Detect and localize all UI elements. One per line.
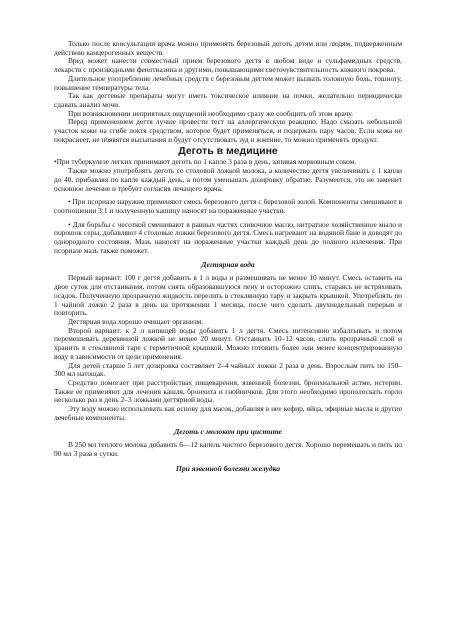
paragraph: Также можно употреблять деготь со столовой ложкой молока, а количество дегтя увеличивать с 1 капли до 40, прибавляя по капле каждый день, а потом уменьшать дозировку обратно. Разумеется, это не заменит основное лечение и требует согласия лечащего врача.: [54, 166, 402, 193]
paragraph: Вред может нанести совместный прием березового дегтя в любом виде и сульфамидных средств, лекарств с производными фенотиазина и другими, повышающими светочувствительность кожного покрова.: [54, 56, 402, 75]
paragraph: Второй вариант: к 2 л кипящей воды добавить 1 л дегтя. Смесь интенсивно взбалтывать и потом перемешивать деревянной ложкой не менее 20 минут. Отстаивать 10–12 часов, слить прозрачный слой и хранить в стеклянной таре с герметичной крышкой. Можно готовить более или менее концентрированную воду в зависимости от цели применения.: [54, 325, 402, 361]
milk-section: [54, 441, 402, 458]
paragraph: Средство помогает при расстройствах пищеварения, язвенной болезни, бронхиальной астме, истерии. Также ее применяют для лечения кашля, бронхита и гнойничков. Для этого необходимо прополоскать горло несколько раз в день 2–3 ложками дегтярной воды.: [54, 377, 402, 405]
paragraph: Для детей старше 5 лет дозировка составляет 2–4 чайных ложки 2 раза в день. Взрослым пить по 150–300 мл натощак.: [54, 360, 402, 379]
document-page: [54, 40, 402, 473]
paragraph: Перед применением дегтя лучше провести тест на аллергическую реакцию. Надо смазать небольшой участок кожи на сгибе локтя средством, которое будет применяться, и подержать пару часов. Если кожа не покраснеет, не появятся высыпания и будут отсутствовать зуд и жжение, то можно применять продукт.: [54, 117, 402, 144]
paragraph: •При туберкулезе легких принимают деготь по 1 капле 3 раза в день, запивая морковным соком.: [54, 157, 357, 167]
paragraph: • Для борьбы с чесоткой смешивают в равных частях сливочное масло, нитратное хозяйственное мыло и порошок серы, добавляют 4 столовые ложки березового дегтя. Смесь нагревают на водяной бане и доводят до однородного состояния. Мазь наносят на пораженные участки каждый день до полного излечения. При псориазе мазь также поможет.: [54, 219, 402, 255]
subheading-milk-cystitis: Деготь с молоком при циститe: [174, 427, 282, 437]
paragraph: Дегтярная вода хорошо очищает организм.: [68, 316, 204, 326]
section-heading-medicine: Деготь в медицине: [178, 145, 278, 158]
subheading-ulcer: При язвенной болезни желудка: [175, 463, 281, 473]
medicine-section: [54, 158, 402, 255]
tar-water-section: [54, 274, 402, 422]
paragraph: Только после консультации врача можно применять березовый деготь детям или людям, подверженным действию канцерогенных веществ.: [54, 39, 402, 57]
paragraph: Первый вариант: 100 г дегтя добавить в 1 л воды и размешивать не менее 10 минут. Смесь оставить на двое суток для отстаивания, потом снять образовавшуюся пену и осторожно слить, стараясь не встряхивать осадок. Полученную прозрачную жидкость перелить в стеклянную тару и закрыть крышкой. Употреблять по 1 чайной ложке 2 раза в день на протяжении 1 месяца, после чего сделать двухнедельный перерыв и повторить.: [54, 273, 402, 318]
subheading-tar-water: Дегтярная вода: [201, 260, 255, 270]
paragraph: Так как дегтевые препараты могут иметь токсическое влияние на почки, желательно периодически сдавать анализ мочи.: [54, 91, 402, 109]
paragraph: Длительное употребление лечебных средств с березовым дегтем может вызвать головную боль, тошноту, повышение температуры тела.: [54, 73, 402, 92]
paragraph: Эту воду можно использовать как основу для масок, добавляя в нее кефир, яйца, эфирные масла и другие лечебные компоненты.: [54, 404, 402, 422]
paragraph: • При псориазе наружно применяют смесь березового дегтя с березовой золой. Компоненты смешивают в соотношении 3:1 и полученную кашицу наносят на пораженные участки.: [54, 197, 402, 215]
paragraph: При возникновении неприятных ощущений необходимо сразу же сообщить об этом врачу.: [68, 108, 354, 118]
intro-section: [54, 40, 402, 144]
paragraph: В 250 мл теплого молока добавить 6—12 капель чистого березового дегтя. Хорошо перемешать и пить по 90 мл 3 раза в сутки.: [54, 440, 402, 459]
